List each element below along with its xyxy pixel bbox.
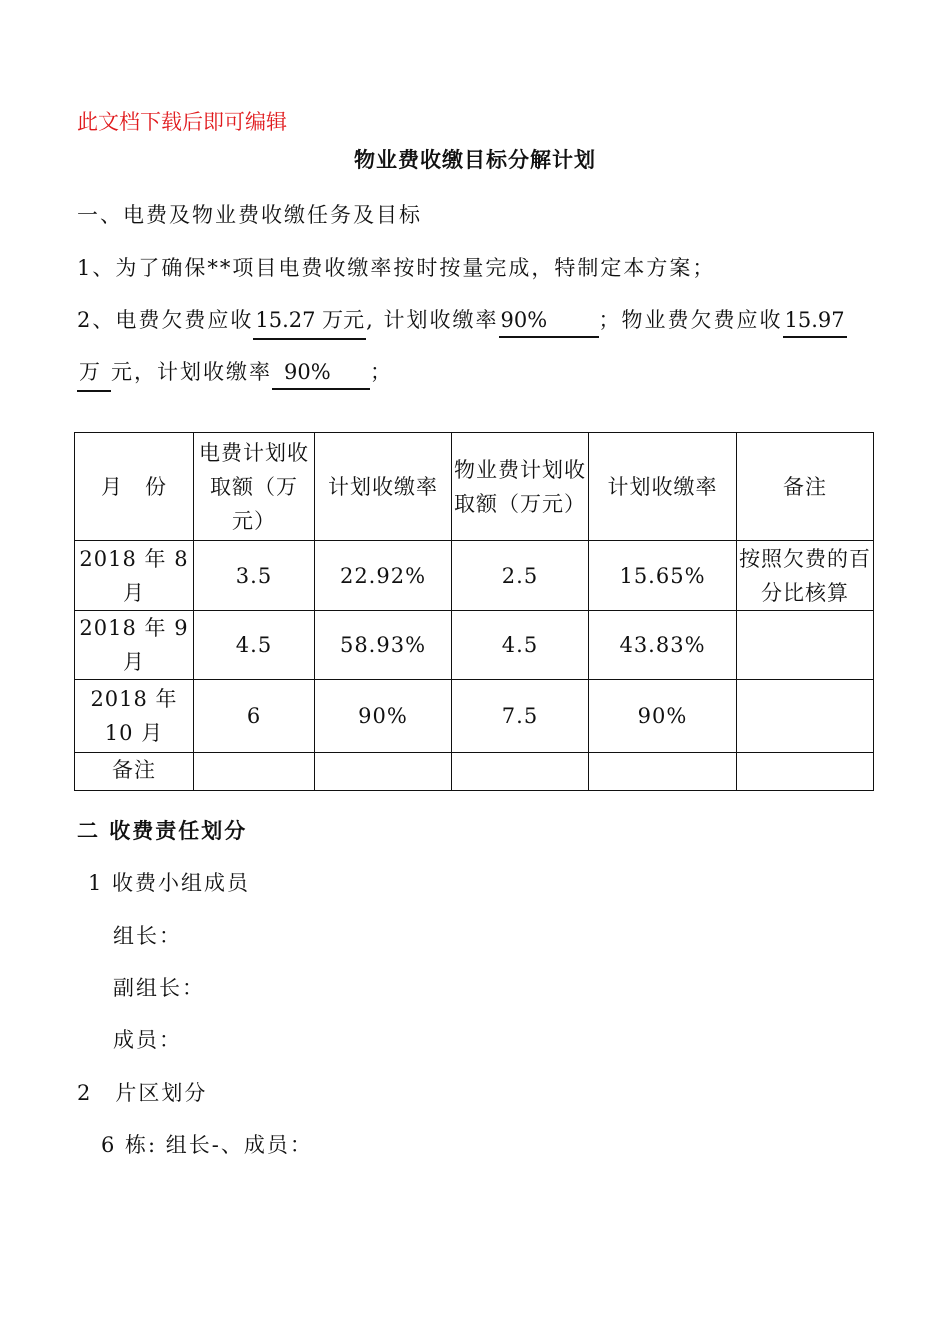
item2-text-part1: 2、电费欠费应收 bbox=[77, 308, 254, 332]
team-leader-line: 组长： bbox=[113, 924, 182, 948]
header-property-plan: 物业费计划收取额（万元） bbox=[452, 433, 589, 541]
cell-property-rate: 90% bbox=[589, 680, 737, 753]
property-arrears-amount-part2: 万 bbox=[77, 356, 111, 392]
item2-text-part5: ； bbox=[370, 360, 393, 384]
cell-property-plan: 4.5 bbox=[452, 611, 589, 680]
cell-month: 2018 年 10 月 bbox=[75, 680, 194, 753]
elec-collection-rate: 90% bbox=[499, 308, 599, 338]
cell-month: 2018 年 9 月 bbox=[75, 611, 194, 680]
elec-arrears-amount: 15.27 万元 bbox=[253, 304, 366, 340]
building6-assignment: 6 栋: 组长-、成员： bbox=[101, 1133, 313, 1157]
cell-elec-rate: 90% bbox=[315, 680, 452, 753]
header-elec-plan: 电费计划收取额（万元） bbox=[194, 433, 315, 541]
header-remark: 备注 bbox=[737, 433, 874, 541]
cell-month: 2018 年 8 月 bbox=[75, 541, 194, 611]
header-elec-rate: 计划收缴率 bbox=[315, 433, 452, 541]
property-collection-rate: 90% bbox=[272, 360, 370, 390]
table-footer-row bbox=[75, 753, 874, 791]
item2-text-part3: ；物业费欠费应收 bbox=[598, 308, 783, 332]
cell-remark: 按照欠费的百分比核算 bbox=[737, 541, 874, 611]
footer-cell bbox=[589, 753, 737, 791]
footer-cell bbox=[452, 753, 589, 791]
download-notice: 此文档下载后即可编辑 bbox=[77, 110, 287, 134]
section1-item2-line2 bbox=[77, 356, 393, 392]
cell-property-plan: 2.5 bbox=[452, 541, 589, 611]
section1-item2-line1 bbox=[77, 304, 847, 340]
cell-property-rate: 15.65% bbox=[589, 541, 737, 611]
cell-property-rate: 43.83% bbox=[589, 611, 737, 680]
cell-remark bbox=[737, 611, 874, 680]
item2-text-part2: , 计划收缴率 bbox=[366, 308, 499, 332]
collection-plan-table bbox=[74, 432, 874, 791]
table-header-row bbox=[75, 433, 874, 541]
cell-elec-rate: 58.93% bbox=[315, 611, 452, 680]
section2-sub1: 1 收费小组成员 bbox=[88, 871, 251, 895]
footer-cell bbox=[737, 753, 874, 791]
footer-cell bbox=[315, 753, 452, 791]
table-row bbox=[75, 611, 874, 680]
section1-heading: 一、电费及物业费收缴任务及目标 bbox=[77, 203, 422, 227]
footer-remark-label: 备注 bbox=[75, 753, 194, 791]
table-row bbox=[75, 541, 874, 611]
section2-sub2: 2 片区划分 bbox=[77, 1081, 208, 1105]
document-title: 物业费收缴目标分解计划 bbox=[354, 147, 596, 172]
section1-item1: 1、为了确保**项目电费收缴率按时按量完成，特制定本方案； bbox=[77, 256, 716, 280]
cell-elec-plan: 3.5 bbox=[194, 541, 315, 611]
header-month: 月 份 bbox=[75, 433, 194, 541]
header-property-rate: 计划收缴率 bbox=[589, 433, 737, 541]
table-row bbox=[75, 680, 874, 753]
footer-cell bbox=[194, 753, 315, 791]
cell-elec-rate: 22.92% bbox=[315, 541, 452, 611]
item2-text-part4: 元，计划收缴率 bbox=[111, 360, 272, 384]
vice-leader-line: 副组长： bbox=[113, 976, 205, 1000]
cell-elec-plan: 4.5 bbox=[194, 611, 315, 680]
members-line: 成员： bbox=[113, 1028, 182, 1052]
cell-remark bbox=[737, 680, 874, 753]
property-arrears-amount-part1: 15.97 bbox=[783, 308, 847, 338]
section2-heading: 二 收费责任划分 bbox=[77, 818, 248, 843]
cell-property-plan: 7.5 bbox=[452, 680, 589, 753]
cell-elec-plan: 6 bbox=[194, 680, 315, 753]
